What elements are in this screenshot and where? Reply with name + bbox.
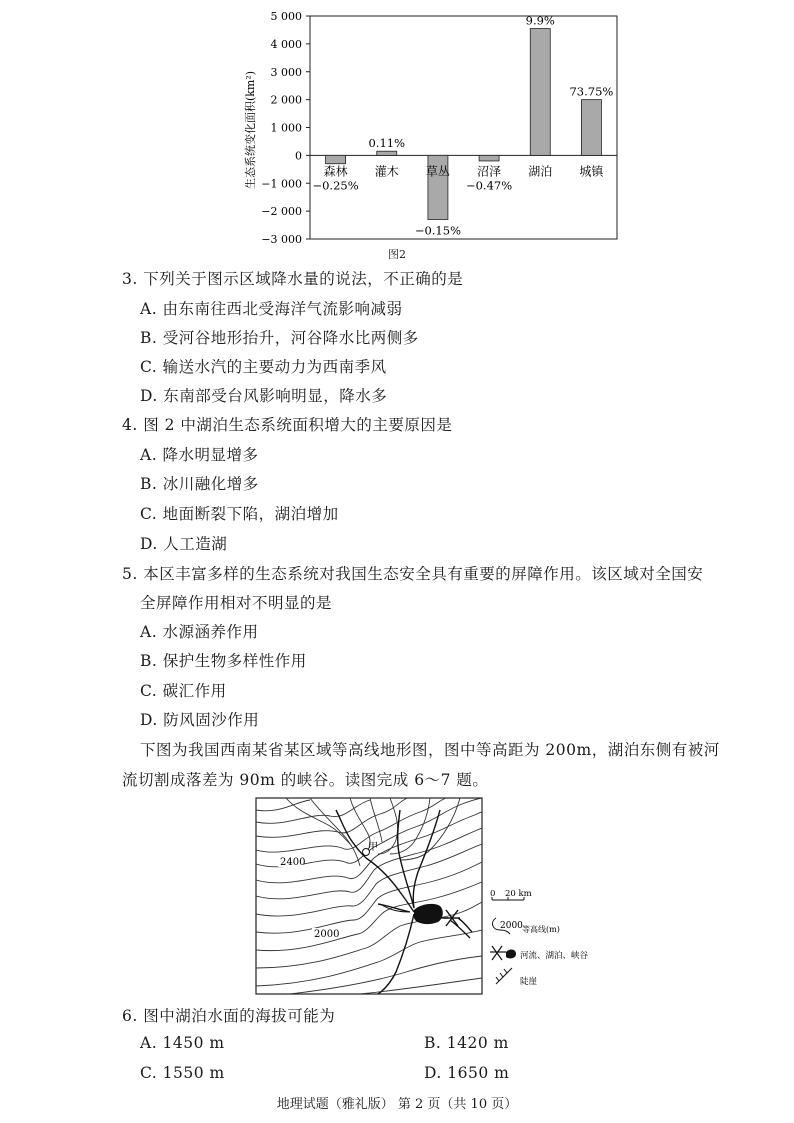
svg-text:2000: 2000 <box>500 921 523 931</box>
question-5-option-a: A. 水源涵养作用 <box>140 623 259 641</box>
lake-icon <box>414 904 443 924</box>
svg-text:20 km: 20 km <box>505 889 532 899</box>
data-label: −0.25% <box>312 178 359 193</box>
svg-text:河流、湖泊、峡谷: 河流、湖泊、峡谷 <box>520 951 589 961</box>
figure-2 <box>240 0 640 262</box>
contour-label-2400: 2400 <box>280 857 306 868</box>
category-label: 湖泊 <box>528 164 553 179</box>
question-5-stem-line1: 5. 本区丰富多样的生态系统对我国生态安全具有重要的屏障作用。该区域对全国安 <box>122 565 704 583</box>
bar-森林 <box>326 155 346 163</box>
svg-text:0: 0 <box>490 889 496 899</box>
page-footer: 地理试题（雅礼版） 第 2 页（共 10 页） <box>276 1097 518 1112</box>
bar-城镇 <box>581 100 601 156</box>
question-5-option-d: D. 防风固沙作用 <box>140 711 260 729</box>
bar-湖泊 <box>530 29 550 156</box>
question-6-option-d: D. 1650 m <box>424 1064 510 1082</box>
question-6-option-c: C. 1550 m <box>140 1064 225 1082</box>
y-tick-label: 4 000 <box>270 37 302 51</box>
question-5-option-c: C. 碳汇作用 <box>140 682 227 700</box>
svg-text:等高线(m): 等高线(m) <box>522 925 560 934</box>
y-tick-label: 2 000 <box>270 93 302 107</box>
question-4-option-c: C. 地面断裂下陷，湖泊增加 <box>140 505 339 523</box>
question-3-option-d: D. 东南部受台风影响明显，降水多 <box>140 387 388 405</box>
question-4-option-b: B. 冰川融化增多 <box>140 475 259 493</box>
question-6-stem: 6. 图中湖泊水面的海拔可能为 <box>122 1007 336 1025</box>
scale-bar <box>490 889 532 900</box>
question-3-option-a: A. 由东南往西北受海洋气流影响减弱 <box>140 300 403 318</box>
bar-灌木 <box>377 151 397 155</box>
question-3-option-b: B. 受河谷地形抬升，河谷降水比两侧多 <box>140 329 419 347</box>
contour-map-figure <box>250 792 620 1002</box>
contour-label-2000: 2000 <box>314 929 340 940</box>
question-3-option-c: C. 输送水汽的主要动力为西南季风 <box>140 358 387 376</box>
y-tick-label: −1 000 <box>261 177 302 191</box>
question-6-option-b: B. 1420 m <box>424 1034 509 1052</box>
question-4-stem: 4. 图 2 中湖泊生态系统面积增大的主要原因是 <box>122 416 453 434</box>
map-legend <box>490 918 589 987</box>
figure-2-caption: 图2 <box>388 248 406 261</box>
data-label: −0.47% <box>465 178 513 193</box>
category-label: 城镇 <box>579 164 604 179</box>
y-tick-label: 5 000 <box>270 10 302 23</box>
y-tick-label: −2 000 <box>261 205 302 219</box>
bar-沼泽 <box>479 155 499 161</box>
point-jia-label: 甲 <box>368 842 378 853</box>
data-label: 9.9% <box>525 13 555 28</box>
question-5-stem-line2: 全屏障作用相对不明显的是 <box>140 594 333 612</box>
cliff-legend-icon <box>496 968 512 984</box>
intro-line2: 流切割成落差为 90m 的峡谷。读图完成 6～7 题。 <box>122 771 489 789</box>
y-tick-label: 0 <box>295 149 302 163</box>
data-label: −0.15% <box>414 223 462 238</box>
water-legend-icon <box>490 946 506 960</box>
gorge-icon <box>440 910 472 932</box>
category-label: 草丛 <box>425 164 450 179</box>
question-3-stem: 3. 下列关于图示区域降水量的说法，不正确的是 <box>122 270 464 288</box>
intro-line1: 下图为我国西南某省某区域等高线地形图，图中等高距为 200m，湖泊东侧有被河 <box>140 741 720 759</box>
svg-text:陡崖: 陡崖 <box>520 977 538 987</box>
question-4-option-a: A. 降水明显增多 <box>140 446 259 464</box>
bar-chart <box>240 0 640 262</box>
y-tick-label: 3 000 <box>270 65 302 79</box>
rivers <box>336 810 470 994</box>
y-tick-label: −3 000 <box>261 233 302 246</box>
contour-lines <box>256 798 482 994</box>
category-label: 沼泽 <box>477 164 502 179</box>
contour-map <box>250 792 620 1002</box>
question-4-option-d: D. 人工造湖 <box>140 535 228 553</box>
question-5-option-b: B. 保护生物多样性作用 <box>140 652 307 670</box>
data-label: 0.11% <box>368 136 406 151</box>
data-label: 73.75% <box>569 84 614 99</box>
chart-ylabel: 生态系统变化面积(km²) <box>244 70 257 190</box>
question-6-option-a: A. 1450 m <box>140 1034 225 1052</box>
category-label: 森林 <box>323 164 348 179</box>
plot-frame <box>310 13 617 239</box>
category-label: 灌木 <box>374 164 399 179</box>
y-tick-label: 1 000 <box>270 121 302 135</box>
